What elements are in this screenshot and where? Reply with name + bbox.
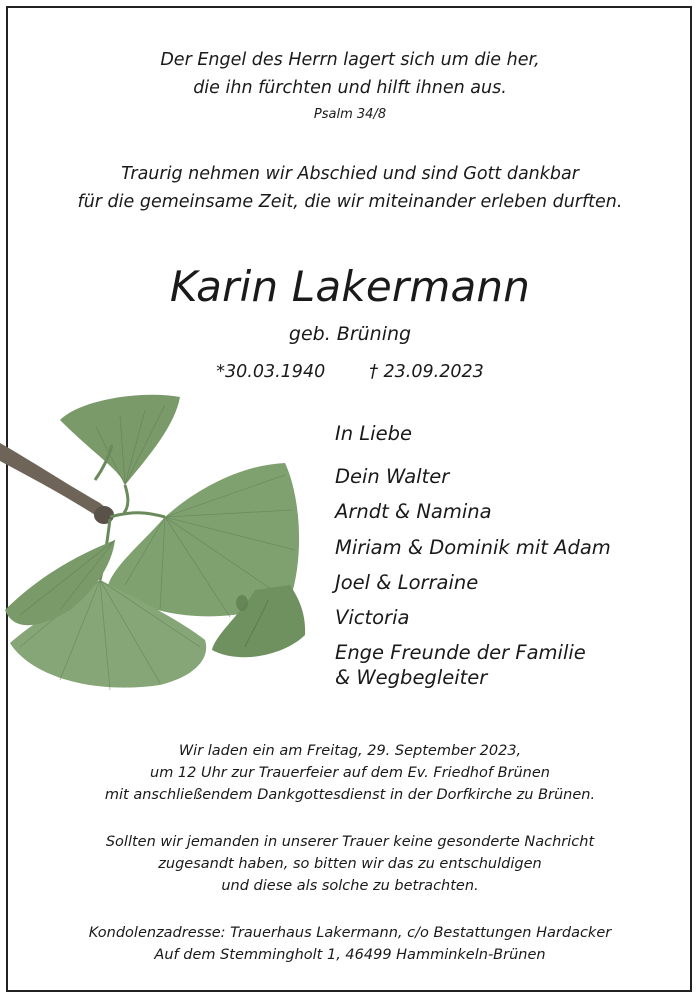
service-line-2: um 12 Uhr zur Trauerfeier auf dem Ev. Friedhof Brünen [150,765,550,781]
notice-line-2: zugesandt haben, so bitten wir das zu entschuldigen [158,856,542,872]
birth-date: *30.03.1940 [216,362,326,382]
mourner-name: Joel & Lorraine [335,570,479,594]
address-line-2: Auf dem Stemmingholt 1, 46499 Hamminkeln-Brünen [154,947,546,963]
intro-line-1: Traurig nehmen wir Abschied und sind Gott dankbar [121,164,579,184]
mourner-name: Enge Freunde der Familie [335,641,586,665]
condolence-address [0,922,700,966]
mourner-name: Victoria [335,605,410,629]
verse-line-2: die ihn fürchten und hilft ihnen aus. [193,78,507,98]
farewell-intro [0,160,700,216]
service-line-3: mit anschließendem Dankgottesdienst in der Dorfkirche zu Brünen. [104,787,596,803]
mourner-name: Arndt & Namina [335,500,492,524]
notification-notice [0,831,700,897]
bible-verse [0,46,700,102]
notice-line-3: und diese als solche zu betrachten. [221,878,479,894]
mourner-name: Dein Walter [335,465,450,489]
life-dates [0,362,700,382]
service-line-1: Wir laden ein am Freitag, 29. September 2023, [178,743,522,759]
notice-line-1: Sollten wir jemanden in unserer Trauer keine gesonderte Nachricht [105,834,595,850]
intro-line-2: für die gemeinsame Zeit, die wir miteinander erleben durften. [77,192,623,212]
service-invitation [0,740,700,806]
ginkgo-leaf-illustration [0,385,310,705]
deceased-name: Karin Lakermann [169,262,531,311]
verse-line-1: Der Engel des Herrn lagert sich um die her, [160,50,540,70]
verse-reference: Psalm 34/8 [313,107,387,122]
mourners-list [335,421,611,701]
mourners-heading: In Liebe [335,422,412,445]
address-line-1: Kondolenzadresse: Trauerhaus Lakermann, c/o Bestattungen Hardacker [88,925,612,941]
birth-name: geb. Brüning [288,323,412,345]
mourner-name: Miriam & Dominik mit Adam [335,535,611,559]
death-date: † 23.09.2023 [369,362,484,382]
mourner-name: & Wegbegleiter [335,666,488,690]
